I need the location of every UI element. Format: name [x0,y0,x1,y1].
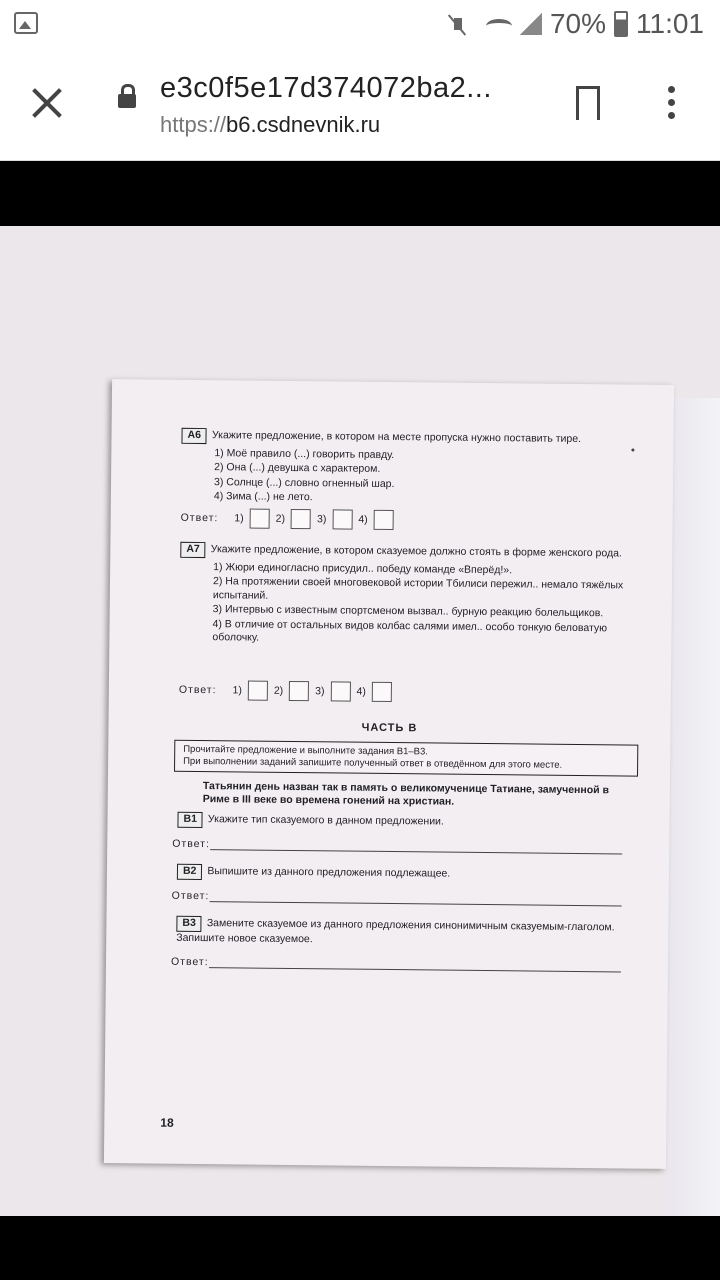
task-b3 [176,916,628,950]
url-host: b6.csdnevnik.ru [226,112,381,137]
answer-box[interactable] [332,509,352,529]
answer-input[interactable] [209,957,621,972]
answer-num: 4) [358,513,368,526]
answer-box[interactable] [248,681,268,701]
answer-box[interactable] [372,682,392,702]
answer-num: 3) [316,513,327,526]
answer-line-b2 [172,890,622,907]
scanned-image [0,226,720,1216]
answer-row-a7 [179,680,392,702]
option: 1) Жюри единогласно присудил.. победу команде «Вперёд!». [213,560,513,576]
scan-background [668,398,720,1216]
task-question: Укажите предложение, в котором на месте пропуска нужно поставить тире. [211,429,582,445]
answer-box[interactable] [250,509,270,529]
answer-label: Ответ: [180,511,219,525]
answer-num: 2) [273,684,284,697]
option: 2) Она (...) девушка с характером. [214,461,381,475]
task-tag: B2 [177,864,203,880]
close-icon[interactable] [30,86,64,120]
answer-num: 2) [275,512,286,525]
task-a6 [181,428,642,509]
task-question: Укажите предложение, в котором сказуемое должно стоять в форме женского рода. [210,543,622,560]
answer-label: Ответ: [172,837,210,851]
page-url[interactable] [160,112,380,138]
option: 4) Зима (...) не лето. [213,490,313,504]
part-title: ЧАСТЬ В [361,721,418,735]
answer-input[interactable] [210,839,622,854]
lock-icon [118,94,136,108]
answer-box[interactable] [291,509,311,529]
reading-sentence: Татьянин день назван так в память о великомученице Татиане, замученной в Риме в III веке во времена гонений на христиан. [202,780,610,808]
browser-toolbar [0,48,720,161]
task-tag: A6 [181,428,207,444]
instruction-line: При выполнении заданий запишите полученный ответ в отведённом для этого месте. [183,755,563,771]
instruction-box [174,740,638,777]
option: 2) На протяжении своей многовековой истории Тбилиси пережил.. немало тяжёлых испытаний. [212,575,624,602]
page-title[interactable]: e3c0f5e17d374072ba2... [160,72,492,104]
task-question: Выпишите из данного предложения подлежащее. [207,865,451,880]
mute-icon [452,12,478,36]
battery-percent: 70% [549,8,606,39]
task-a7 [179,542,632,650]
answer-num: 1) [234,512,244,525]
answer-box[interactable] [374,510,394,530]
task-b2 [177,864,629,884]
answer-num: 4) [356,685,366,698]
task-tag: B1 [177,812,203,828]
answer-input[interactable] [209,891,621,906]
task-question: Замените сказуемое из данного предложения синонимичным сказуемым-глаголом. Запишите новое сказуемое. [176,917,615,945]
answer-line-b3 [171,956,621,973]
answer-box[interactable] [289,681,309,701]
wifi-icon [486,19,512,33]
answer-row-a6 [181,508,394,530]
signal-icon [520,13,542,35]
bookmark-icon[interactable] [576,86,600,120]
answer-num: 1) [232,684,242,697]
book-page [104,379,674,1169]
battery-icon [614,11,628,37]
option: 1) Моё правило (...) говорить правду. [214,446,395,461]
answer-label: Ответ: [171,889,210,903]
answer-label: Ответ: [178,683,217,697]
task-question: Укажите тип сказуемого в данном предложении. [207,813,444,828]
answer-box[interactable] [330,681,350,701]
option: 3) Солнце (...) словно огненный шар. [213,475,395,490]
option: 3) Интервью с известным спортсменом вызвал.. бурную реакцию болельщиков. [212,603,604,620]
answer-line-b1 [172,838,622,855]
task-b1 [177,812,629,832]
url-scheme: https:// [160,112,227,137]
status-bar [0,0,720,48]
option: 4) В отличие от остальных видов колбас салями имел.. особо тонкую беловатую оболочку. [212,617,608,644]
clock: 11:01 [636,8,704,39]
gallery-notification-icon [14,12,38,34]
task-tag: A7 [180,542,206,558]
instruction-line: Прочитайте предложение и выполните задания В1–В3. [183,743,428,758]
answer-num: 3) [315,685,325,698]
answer-label: Ответ: [170,955,209,969]
page-number: 18 [160,1115,174,1130]
more-menu-icon[interactable] [668,86,676,122]
task-tag: B3 [176,916,202,932]
